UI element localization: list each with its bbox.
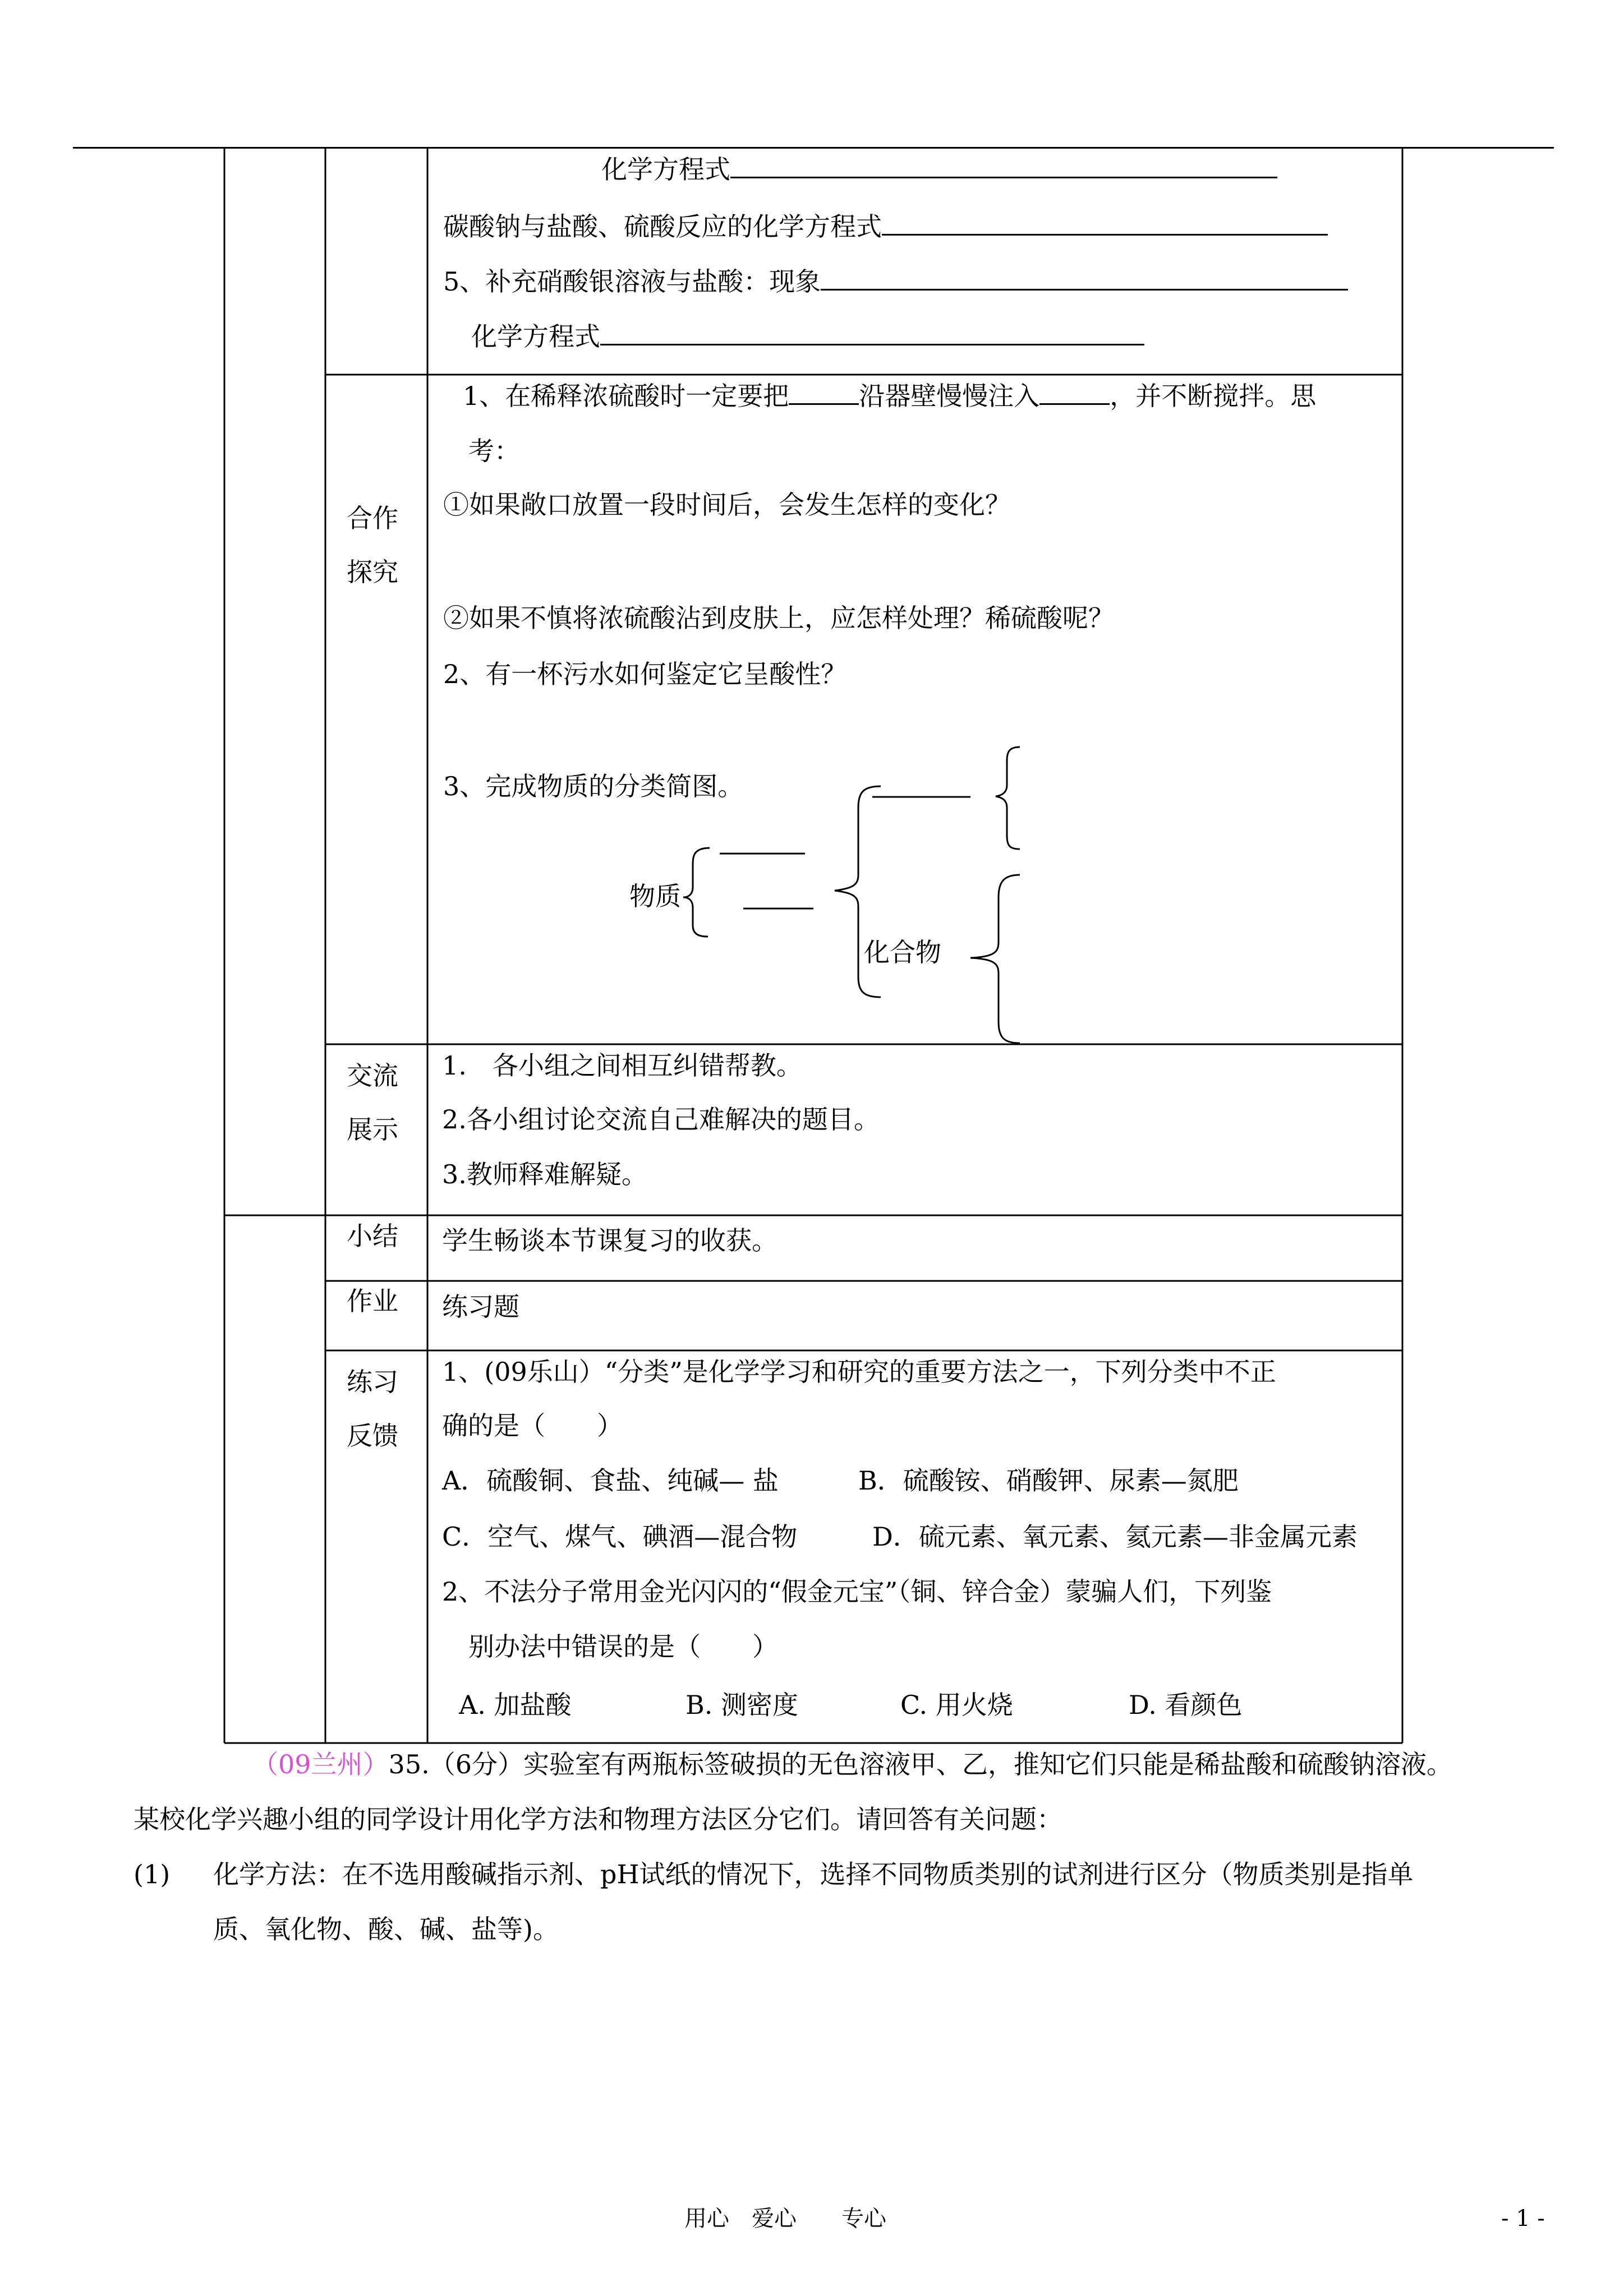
- diagram-root-label: 物质: [629, 881, 681, 911]
- question-35-item-line2: 质、氧化物、酸、碱、盐等)。: [213, 1914, 559, 1944]
- coop-question-1-sub2: ②如果不慎将浓硫酸沾到皮肤上，应怎样处理？稀硫酸呢？: [443, 603, 1114, 633]
- practice-q1-option-a: A．硫酸铜、食盐、纯碱— 盐: [442, 1465, 779, 1496]
- brace-icon: [835, 786, 881, 997]
- label-line: 合作: [347, 503, 398, 533]
- question-source-tag: （09兰州）: [252, 1749, 389, 1779]
- page-number: - 1 -: [1501, 2206, 1545, 2232]
- equation-label: 碳酸钠与盐酸、硫酸反应的化学方程式: [443, 211, 882, 242]
- footer-center: 用心 爱心 专心: [684, 2206, 886, 2232]
- question-35-line2: 某校化学兴趣小组的同学设计用化学方法和物理方法区分它们。请回答有关问题：: [134, 1804, 1062, 1834]
- label-line: 探究: [347, 557, 398, 587]
- diagram-compound-label: 化合物: [864, 937, 941, 967]
- section-label-exchange: [347, 1049, 398, 1156]
- label-line: 交流: [347, 1061, 398, 1091]
- coop-question-3: 3、完成物质的分类简图。: [443, 771, 744, 801]
- practice-q2-option-c: C. 用火烧: [900, 1690, 1013, 1720]
- question-text: 35.（6分）实验室有两瓶标签破损的无色溶液甲、乙，推知它们只能是稀盐酸和硫酸钠溶液。: [388, 1749, 1452, 1779]
- practice-q1-option-d: D．硫元素、氧元素、氦元素—非金属元素: [872, 1522, 1358, 1552]
- label-line: 反馈: [347, 1421, 398, 1451]
- coop-question-1-sub1: ①如果敞口放置一段时间后，会发生怎样的变化？: [443, 490, 1011, 520]
- coop-question-1-cont: 考：: [468, 436, 520, 466]
- exchange-item-2: 2.各小组讨论交流自己难解决的题目。: [442, 1104, 880, 1135]
- practice-q1-line1: 1、(09乐山）“分类”是化学学习和研究的重要方法之一，下列分类中不正: [442, 1357, 1276, 1387]
- equation-label: 化学方程式: [601, 154, 730, 185]
- practice-q2-line2: 别办法中错误的是（ ）: [468, 1631, 778, 1662]
- question-text: 1、在稀释浓硫酸时一定要把: [463, 381, 789, 411]
- equation-label: 5、补充硝酸银溶液与盐酸：现象: [443, 266, 821, 297]
- brace-icon: [970, 875, 1020, 1043]
- practice-q2-option-a: A. 加盐酸: [459, 1690, 572, 1720]
- section-label-practice: [347, 1355, 398, 1463]
- homework-text: 练习题: [442, 1292, 519, 1322]
- brace-icon: [996, 747, 1020, 849]
- practice-q1-line2: 确的是（ ）: [442, 1410, 623, 1441]
- equation-label: 化学方程式: [471, 321, 600, 352]
- practice-q1-option-c: C．空气、煤气、碘酒—混合物: [442, 1522, 798, 1552]
- practice-q2-line1: 2、不法分子常用金光闪闪的“假金元宝”（铜、锌合金）蒙骗人们，下列鉴: [442, 1576, 1272, 1607]
- exchange-item-1: 1. 各小组之间相互纠错帮教。: [442, 1050, 802, 1081]
- practice-q1-option-b: B．硫酸铵、硝酸钾、尿素—氮肥: [858, 1465, 1239, 1496]
- practice-q2-option-b: B. 测密度: [686, 1690, 799, 1720]
- question-35-line1: [252, 1749, 1452, 1780]
- brace-icon: [683, 848, 710, 937]
- section-label-homework: 作业: [347, 1286, 398, 1316]
- summary-text: 学生畅谈本节课复习的收获。: [442, 1225, 778, 1256]
- exchange-item-3: 3.教师释难解疑。: [442, 1159, 647, 1190]
- question-text: 沿器壁慢慢注入: [859, 381, 1040, 411]
- question-35-item-number: (1): [134, 1859, 171, 1889]
- coop-question-2: 2、有一杯污水如何鉴定它呈酸性？: [443, 659, 847, 689]
- label-line: 展示: [347, 1114, 398, 1145]
- label-line: 练习: [347, 1367, 398, 1397]
- practice-q2-option-d: D. 看颜色: [1129, 1690, 1243, 1720]
- question-text: ，并不断搅拌。思: [1110, 381, 1317, 411]
- question-35-item-line1: 化学方法：在不选用酸碱指示剂、pH试纸的情况下，选择不同物质类别的试剂进行区分（物质类别是指单: [213, 1859, 1414, 1889]
- section-label-summary: 小结: [347, 1221, 398, 1251]
